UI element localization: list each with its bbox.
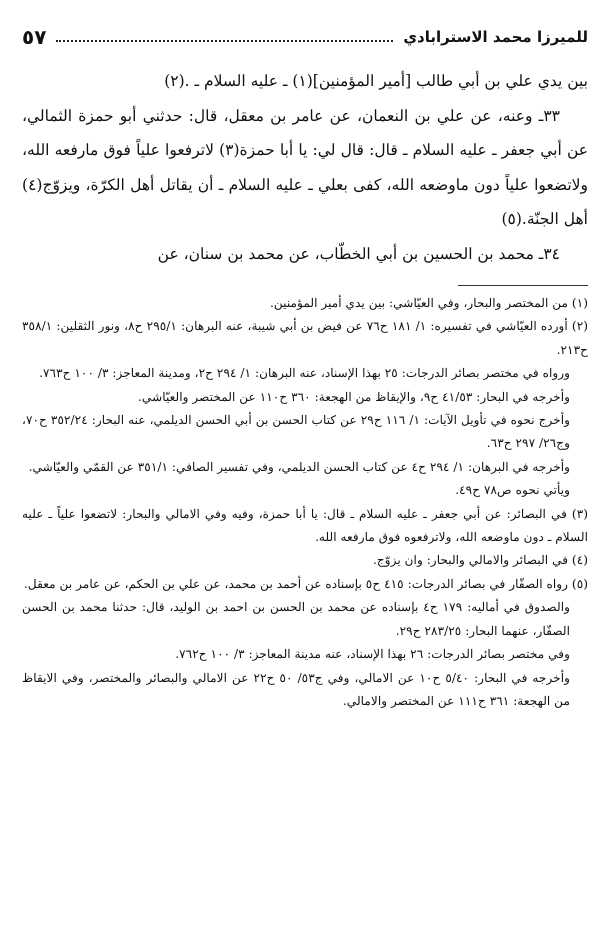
footnote-separator <box>458 285 588 286</box>
header-dotted-rule <box>56 40 393 42</box>
footnote-2-cont-3: وأخرج نحوه في تأويل الآيات: ١/ ١١٦ ح٢٩ عن كتاب الحسن بن أبي الحسن الديلمي، عنه البحار: ٣٥٢/٢٤ ح٧٠، وج٢٦/ ٢٩٧ ح٦٣. <box>22 413 570 451</box>
footnote-2-cont-5: ويأتي نحوه ص٧٨ ح٤٩. <box>455 483 570 498</box>
body-line-1: بين يدي علي بن أبي طالب [أمير المؤمنين](١) ـ عليه السلام ـ .(٢) <box>164 72 588 90</box>
footnote-5-cont-2: وفي مختصر بصائر الدرجات: ٢٦ بهذا الإسناد، عنه مدينة المعاجز: ٣/ ١٠٠ ح٧٦٢. <box>175 647 570 662</box>
footnote-3: (٣) في البصائر: عن أبي جعفر ـ عليه السلام ـ قال: يا أبا حمزة، وفيه وفي الامالي والبحار: لاتضعوا علياً ـ عليه السلام ـ دون ماوضعه الله، ولاترفعوه فوق مارفعه الله. <box>22 506 588 545</box>
footnote-2-cont-2: وأخرجه في البحار: ٤١/٥٣ ح٩، والإيقاظ من الهجعة: ٣٦٠ ح١١٠ عن المختصر والعيّاشي. <box>138 389 570 404</box>
footnote-2-cont-4: وأخرجه في البرهان: ١/ ٢٩٤ ح٤ عن كتاب الحسن الديلمي، وفي تفسير الصافي: ٣٥١/١ عن القمّي والعيّاشي. <box>28 459 570 474</box>
book-page <box>22 14 588 919</box>
footnote-5-cont-1: والصدوق في أماليه: ١٧٩ ح٤ بإسناده عن محمد بن الحسن بن احمد بن الوليد، قال: حدثنا محمد بن الحسن الصفّار، عنهما البحار: ٢٨٣/٢٥ ح٢٩. <box>22 600 570 638</box>
footnote-5: (٥) رواه الصفّار في بصائر الدرجات: ٤١٥ ح٥ بإسناده عن أحمد بن محمد، عن علي بن الحكم، عن عامر بن معقل. <box>23 576 588 591</box>
footnote-2-cont-1: ورواه في مختصر بصائر الدرجات: ٢٥ بهذا الإسناد، عنه البرهان: ١/ ٢٩٤ ح٢، ومدينة المعاجز: ٣/ ١٠٠ ح٧٦٣. <box>39 366 570 381</box>
footnotes <box>22 292 588 713</box>
footnote-2: (٢) أورده العيّاشي في تفسيره: ١/ ١٨١ ح٧٦ عن فيض بن أبي شيبة، عنه البرهان: ٢٩٥/١ ح٨، ونور الثقلين: ٣٥٨/١ ح٢١٣. <box>22 319 588 357</box>
page-number: ٥٧ <box>22 25 47 49</box>
main-text <box>22 64 588 271</box>
footnote-4: (٤) في البصائر والامالي والبحار: وان يزوّج. <box>372 553 588 568</box>
paragraph-34: ٣٤ـ محمد بن الحسين بن أبي الخطّاب، عن محمد بن سنان، عن <box>157 244 560 263</box>
footnote-1: (١) من المختصر والبحار، وفي العيّاشي: بين يدي أمير المؤمنين. <box>270 296 588 310</box>
page-header <box>22 14 588 52</box>
running-title: للميرزا محمد الاسترابادي <box>403 28 588 46</box>
paragraph-33: ٣٣ـ وعنه، عن علي بن النعمان، عن عامر بن معقل، قال: حدثني أبو حمزة الثمالي، عن أبي جعفر ـ عليه السلام ـ قال: قال لي: يا أبا حمزة(٣) لاترفعوا علياً فوق مارفعه الله، ولاتضعوا علياً دون ماوضعه الله، كفى بعلي ـ عليه السلام ـ أن يقاتل أهل الكرّة، ويزوّج(٤) أهل الجنّة.(٥) <box>22 106 588 228</box>
footnote-5-cont-3: وأخرجه في البحار: ٥/٤٠ ح١٠ عن الامالي، وفي ج٥٣/ ٥٠ ح٢٢ عن الامالي والبصائر والمختصر، وفي الايقاظ من الهجعة: ٣٦١ ح١١١ عن المختصر والامالي. <box>22 670 570 708</box>
